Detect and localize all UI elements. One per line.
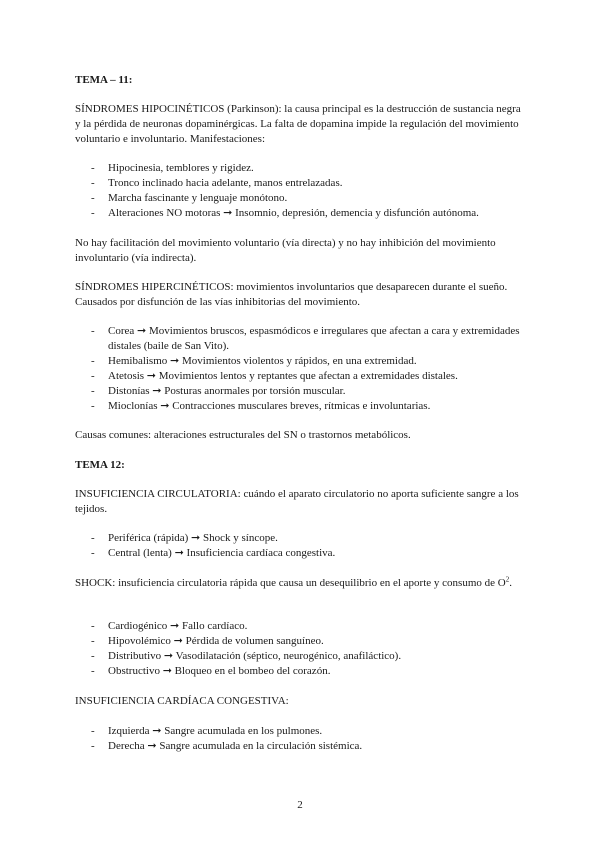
list-item: - Derecha ➞ Sangre acumulada en la circulación sistémica. (91, 740, 363, 752)
insuficiencia-circulatoria-intro: INSUFICIENCIA CIRCULATORIA: cuándo el aparato circulatorio no aporta suficiente sangre a los tejidos. (75, 488, 519, 515)
icc-heading: INSUFICIENCIA CARDÍACA CONGESTIVA: (75, 695, 289, 707)
list-item: - Hipocinesia, temblores y rigidez. (91, 162, 254, 174)
icc-list (75, 724, 527, 754)
shock-intro: SHOCK: insuficiencia circulatoria rápida que causa un desequilibrio en el aporte y consumo de $O^2$. (75, 575, 512, 589)
shock-list (75, 619, 527, 679)
list-item: - Cardiogénico ➞ Fallo cardíaco. (91, 620, 248, 632)
insuficiencia-circulatoria-list (75, 531, 527, 561)
list-item: - Obstructivo ➞ Bloqueo en el bombeo del corazón. (91, 665, 331, 677)
causas-comunes: Causas comunes: alteraciones estructurales del SN o trastornos metabólicos. (75, 429, 411, 441)
list-item: - Corea ➞ Movimientos bruscos, espasmódicos e irregulares que afectan a cara y extremidades distales (baile de San Vito). (91, 325, 520, 352)
tema12-heading: TEMA 12: (75, 459, 125, 471)
list-item: - Hipovolémico ➞ Pérdida de volumen sanguíneo. (91, 635, 324, 647)
tema11-heading: TEMA – 11: (75, 74, 133, 86)
hipocineticos-list (75, 161, 527, 221)
list-item: - Mioclonías ➞ Contracciones musculares breves, rítmicas e involuntarias. (91, 400, 431, 412)
hipocineticos-intro: SÍNDROMES HIPOCINÉTICOS (Parkinson): la causa principal es la destrucción de sustancia negra y la pérdida de neuronas dopaminérgicas. La falta de dopamina impide la regulación del movimiento voluntario e involuntario. Manifestaciones: (75, 103, 521, 145)
list-item: - Izquierda ➞ Sangre acumulada en los pulmones. (91, 725, 323, 737)
page-number: 2 (297, 799, 303, 811)
list-item: - Hemibalismo ➞ Movimientos violentos y rápidos, en una extremidad. (91, 355, 417, 367)
hipercineticos-intro: SÍNDROMES HIPERCINÉTICOS: movimientos involuntarios que desaparecen durante el sueño. Causados por disfunción de las vías inhibitorias del movimiento. (75, 281, 508, 308)
list-item: - Atetosis ➞ Movimientos lentos y reptantes que afectan a extremidades distales. (91, 370, 458, 382)
hipercineticos-list (75, 324, 527, 414)
list-item: - Distributivo ➞ Vasodilatación (séptico, neurogénico, anafiláctico). (91, 650, 402, 662)
via-note: No hay facilitación del movimiento voluntario (vía directa) y no hay inhibición del movimiento involuntario (vía indirecta). (75, 237, 496, 264)
list-item: - Marcha fascinante y lenguaje monótono. (91, 192, 288, 204)
list-item: - Distonías ➞ Posturas anormales por torsión muscular. (91, 385, 346, 397)
list-item: - Periférica (rápida) ➞ Shock y síncope. (91, 532, 278, 544)
list-item: - Alteraciones NO motoras ➞ Insomnio, depresión, demencia y disfunción autónoma. (91, 207, 479, 219)
list-item: - Tronco inclinado hacia adelante, manos entrelazadas. (91, 177, 343, 189)
list-item: - Central (lenta) ➞ Insuficiencia cardíaca congestiva. (91, 547, 336, 559)
